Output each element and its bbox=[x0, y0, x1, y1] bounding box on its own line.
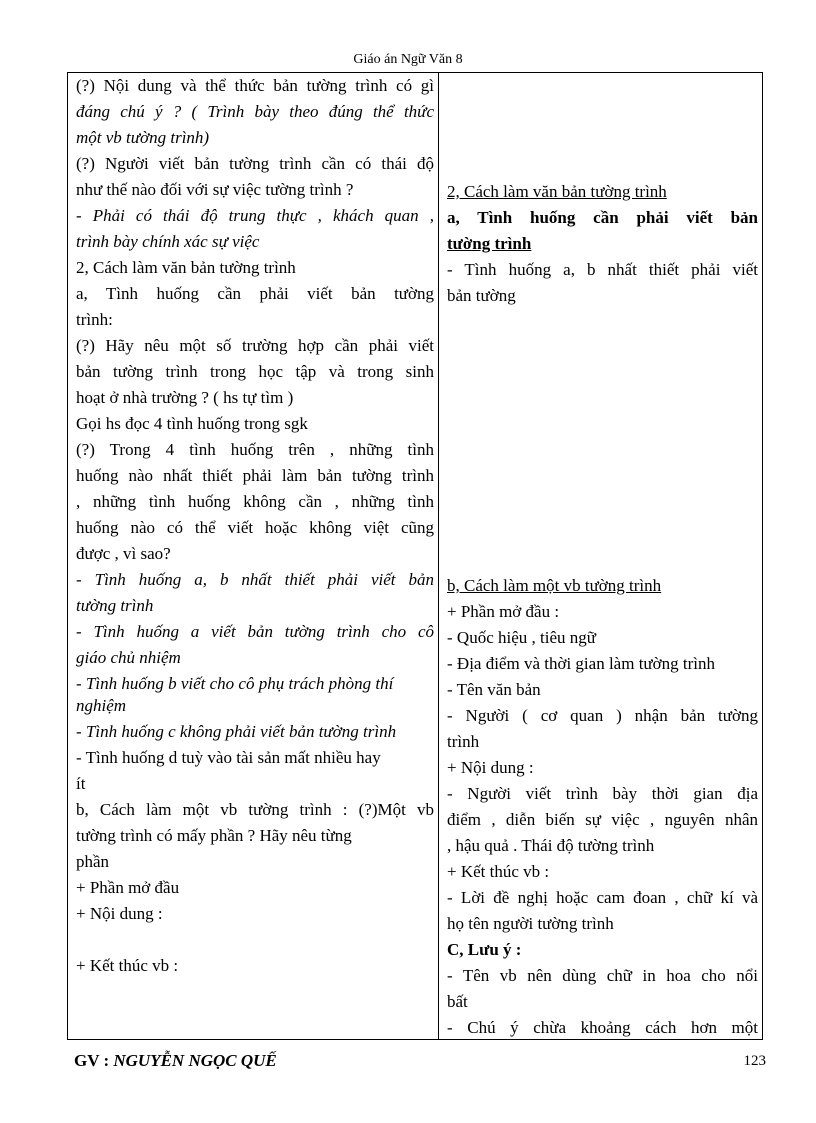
left-line: huống nào nhất thiết phải làm bản tường trình bbox=[76, 466, 434, 485]
left-line: + Kết thúc vb : bbox=[76, 956, 179, 975]
right-line: + Phần mở đầu : bbox=[447, 602, 560, 621]
left-line: hoạt ở nhà trường ? ( hs tự tìm ) bbox=[76, 388, 294, 407]
left-line: được , vì sao? bbox=[76, 544, 171, 563]
gv-label: GV : bbox=[74, 1051, 114, 1070]
right-line: họ tên người tường trình bbox=[447, 914, 614, 933]
left-line: trình: bbox=[76, 310, 113, 329]
right-line: , hậu quả . Thái độ tường trình bbox=[447, 836, 655, 855]
right-line: - Địa điểm và thời gian làm tường trình bbox=[447, 654, 715, 673]
teacher-name: NGUYỄN NGỌC QUẾ bbox=[113, 1051, 277, 1070]
left-line: b, Cách làm một vb tường trình : (?)Một vb bbox=[76, 800, 434, 819]
right-line bbox=[447, 233, 758, 255]
right-line: - Người ( cơ quan ) nhận bản tường bbox=[447, 706, 758, 725]
left-line: Gọi hs đọc 4 tình huống trong sgk bbox=[76, 414, 308, 433]
left-line: như thế nào đối với sự việc tường trình ? bbox=[76, 180, 354, 199]
right-line: - Tên vb nên dùng chữ in hoa cho nổi bbox=[447, 966, 758, 985]
left-line: - Tình huống a, b nhất thiết phải viết bản bbox=[76, 570, 434, 589]
left-line: nghiệm bbox=[76, 696, 127, 715]
page-header: Giáo án Ngữ Văn 8 bbox=[353, 52, 463, 67]
left-line: - Tình huống d tuỳ vào tài sản mất nhiều hay bbox=[76, 748, 381, 767]
left-line: ít bbox=[76, 774, 86, 793]
lesson-table bbox=[67, 72, 763, 1040]
left-line: - Tình huống a viết bản tường trình cho cô bbox=[76, 622, 434, 641]
right-heading bbox=[447, 181, 758, 203]
left-line: giáo chủ nhiệm bbox=[76, 648, 181, 667]
right-line: - Chú ý chừa khoảng cách hơn một bbox=[447, 1018, 758, 1037]
left-line: , những tình huống không cần , những tình bbox=[76, 492, 434, 511]
left-line: (?) Người viết bản tường trình cần có thái độ bbox=[76, 154, 434, 173]
left-line: (?) Nội dung và thể thức bản tường trình có gì bbox=[76, 76, 434, 95]
left-line: + Nội dung : bbox=[76, 904, 163, 923]
left-line: huống nào có thể viết hoặc không việt cũng bbox=[76, 518, 434, 537]
right-line: - Quốc hiệu , tiêu ngữ bbox=[447, 628, 596, 647]
right-heading: C, Lưu ý : bbox=[447, 940, 522, 959]
left-line: bản tường trình trong học tập và trong sinh bbox=[76, 362, 434, 381]
left-line: - Tình huống b viết cho cô phụ trách phòng thí bbox=[76, 674, 394, 693]
page-number: 123 bbox=[743, 1053, 766, 1069]
left-line: trình bày chính xác sự việc bbox=[76, 232, 260, 251]
left-column bbox=[76, 73, 434, 1039]
right-heading bbox=[447, 575, 758, 597]
right-line: - Tên văn bản bbox=[447, 680, 541, 699]
right-line: bản tường bbox=[447, 286, 516, 305]
left-line: (?) Hãy nêu một số trường hợp cần phải viết bbox=[76, 336, 434, 355]
left-line: a, Tình huống cần phải viết bản tường bbox=[76, 284, 434, 303]
left-line: tường trình bbox=[76, 596, 154, 615]
right-heading-text: 2, Cách làm văn bản tường trình bbox=[447, 182, 667, 201]
left-line: (?) Trong 4 tình huống trên , những tình bbox=[76, 440, 434, 459]
right-line: - Tình huống a, b nhất thiết phải viết bbox=[447, 260, 758, 279]
right-line: + Kết thúc vb : bbox=[447, 862, 550, 881]
left-line: - Tình huống c không phải viết bản tường trình bbox=[76, 722, 397, 741]
left-line: một vb tường trình) bbox=[76, 128, 210, 147]
left-line: phần bbox=[76, 852, 110, 871]
right-line-text: tường trình bbox=[447, 234, 532, 253]
right-line: bất bbox=[447, 992, 468, 1011]
left-line: tường trình có mấy phần ? Hãy nêu từng bbox=[76, 826, 352, 845]
left-line: - Phải có thái độ trung thực , khách quan , bbox=[76, 206, 434, 225]
right-heading-text: b, Cách làm một vb tường trình bbox=[447, 576, 662, 595]
section-heading: 2, Cách làm văn bản tường trình bbox=[76, 258, 296, 277]
column-divider bbox=[438, 73, 439, 1039]
right-line: trình bbox=[447, 732, 480, 751]
right-column bbox=[447, 73, 758, 1039]
footer-teacher bbox=[74, 1050, 277, 1072]
right-line: a, Tình huống cần phải viết bản bbox=[447, 208, 758, 227]
left-line: + Phần mở đầu bbox=[76, 878, 180, 897]
right-line: + Nội dung : bbox=[447, 758, 534, 777]
right-line: - Lời đề nghị hoặc cam đoan , chữ kí và bbox=[447, 888, 758, 907]
right-line: điểm , diễn biến sự việc , nguyên nhân bbox=[447, 810, 758, 829]
right-line: - Người viết trình bày thời gian địa bbox=[447, 784, 758, 803]
left-line: đáng chú ý ? ( Trình bày theo đúng thể thức bbox=[76, 102, 434, 121]
